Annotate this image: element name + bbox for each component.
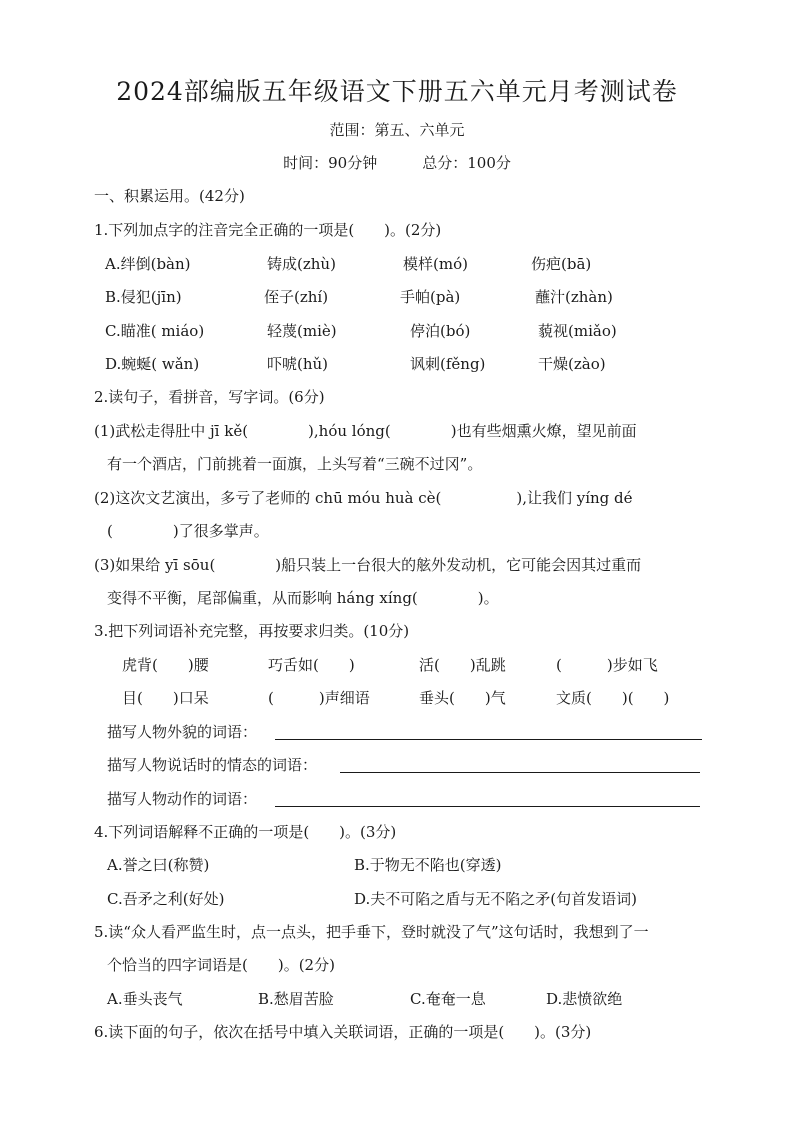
q3-classify-label: 描写人物外貌的词语： [107,723,258,741]
exam-time-score: 时间：90分钟 总分：100分 [283,154,511,172]
q1-c-1: C.瞄准( miáo) [105,322,205,340]
q2-line: (1)武松走得肚中 jī kě( ),hóu lóng( )也有些烟熏火燎，望见前面 [94,422,637,440]
q4-option: A.誉之曰(称赞) [107,856,210,874]
q3-word: 巧舌如( ) [268,656,355,674]
q1-a-1: A.绊倒(bàn) [105,255,191,273]
q1-d-2: 吓唬(hǔ) [267,355,329,373]
q1-a-2: 铸成(zhù) [267,255,336,273]
q1-a-4: 伤疤(bā) [531,255,592,273]
q3-answer-line[interactable] [340,772,700,773]
q3-answer-line[interactable] [275,806,700,807]
q4-option: D.夫不可陷之盾与无不陷之矛(句首发语词) [354,890,637,908]
q1-d-4: 干燥(zào) [538,355,606,373]
q3-classify-label: 描写人物动作的词语： [107,790,258,808]
q2-line: (2)这次文艺演出，多亏了老师的 chū móu huà cè( ),让我们 yíng dé [94,489,633,507]
q3-stem: 3.把下列词语补充完整，再按要求归类。(10分) [94,622,410,640]
q2-line: ( )了很多掌声。 [107,522,269,540]
q1-d-1: D.蜿蜒( wǎn) [105,355,200,373]
q3-answer-line[interactable] [275,739,702,740]
q5-option: B.愁眉苦脸 [258,990,334,1008]
q2-line: (3)如果给 yī sōu( )船只装上一台很大的舷外发动机，它可能会因其过重而 [94,556,642,574]
q4-option: C.吾矛之利(好处) [107,890,225,908]
q3-word: 文质( )( ) [556,689,670,707]
q2-stem: 2.读句子，看拼音，写字词。(6分) [94,388,325,406]
q3-classify-label: 描写人物说话时的情态的词语： [107,756,318,774]
q2-line: 变得不平衡，尾部偏重，从而影响 háng xíng( )。 [107,589,499,607]
q1-a-3: 模样(mó) [403,255,468,273]
q1-c-2: 轻蔑(miè) [267,322,337,340]
q3-word: 虎背( )腰 [122,656,209,674]
q3-word: 目( )口呆 [122,689,209,707]
q1-c-3: 停泊(bó) [410,322,471,340]
q1-b-1: B.侵犯(jīn) [105,288,182,306]
q4-option: B.于物无不陷也(穿透) [354,856,502,874]
q5-option: D.悲愤欲绝 [546,990,623,1008]
q1-b-3: 手帕(pà) [400,288,461,306]
q1-stem: 1.下列加点字的注音完全正确的一项是( )。(2分) [94,221,442,239]
q5-stem: 个恰当的四字词语是( )。(2分) [107,956,335,974]
q1-c-4: 藐视(miǎo) [538,322,617,340]
q2-line: 有一个酒店，门前挑着一面旗，上头写着“三碗不过冈”。 [107,455,483,473]
section-heading: 一、积累运用。(42分) [94,187,245,205]
q3-word: ( )声细语 [268,689,370,707]
q1-b-2: 侄子(zhí) [264,288,329,306]
q3-word: ( )步如飞 [556,656,658,674]
q4-stem: 4.下列词语解释不正确的一项是( )。(3分) [94,823,397,841]
exam-title: 2024部编版五年级语文下册五六单元月考测试卷 [116,77,678,106]
q5-option: C.奄奄一息 [410,990,486,1008]
q1-b-4: 蘸汁(zhàn) [535,288,613,306]
exam-scope: 范围：第五、六单元 [329,121,465,139]
q1-d-3: 讽刺(fěng) [410,355,486,373]
q3-word: 活( )乱跳 [419,656,506,674]
q3-word: 垂头( )气 [419,689,506,707]
q5-option: A.垂头丧气 [107,990,183,1008]
q5-stem: 5.读“众人看严监生时，点一点头，把手垂下，登时就没了气”这句话时，我想到了一 [94,923,649,941]
q6-stem: 6.读下面的句子，依次在括号中填入关联词语，正确的一项是( )。(3分) [94,1023,592,1041]
